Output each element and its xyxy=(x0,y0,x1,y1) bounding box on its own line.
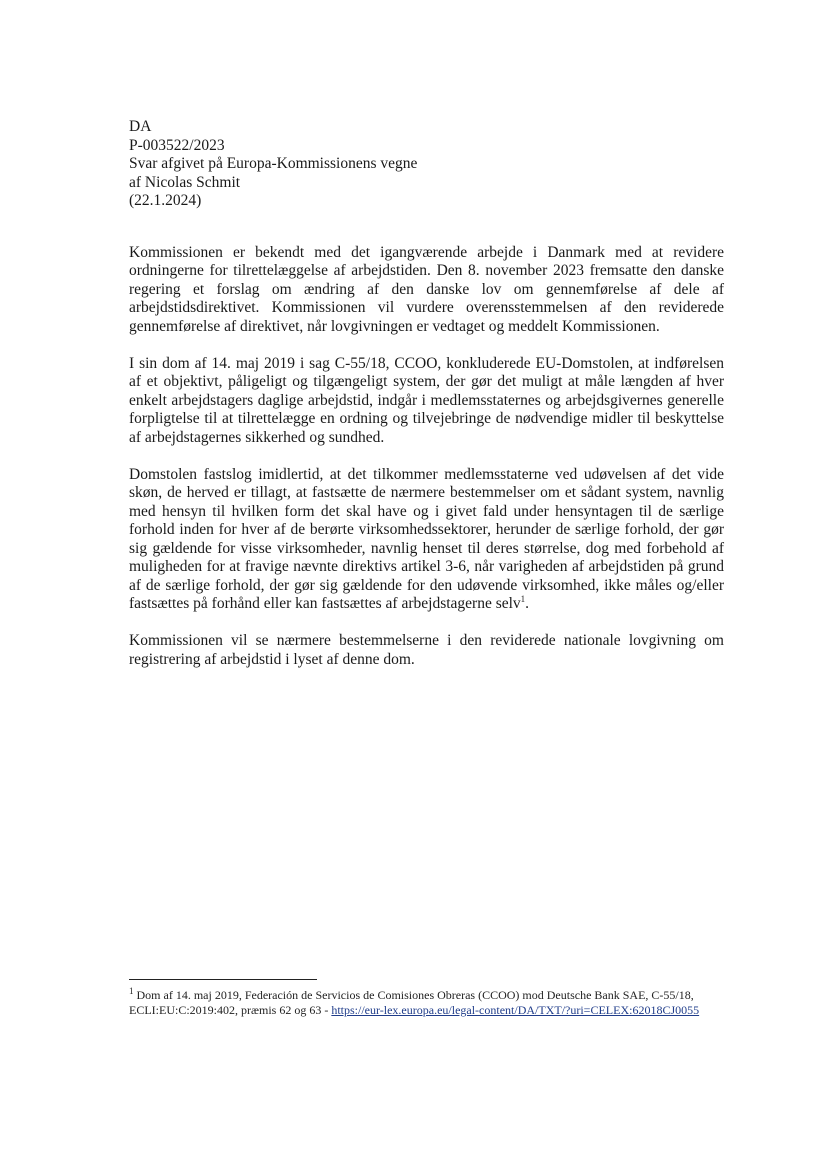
language-code: DA xyxy=(129,118,152,135)
question-reference: P-003522/2023 xyxy=(129,136,225,154)
footnote-text: Dom af 14. maj 2019, Federación de Servicios de Comisiones Obreras (CCOO) mod Deutsche Bank SAE, C-55/18, ECLI:EU:C:2019:402, præmis 62 og 63 - xyxy=(129,988,694,1017)
paragraph-3: Domstolen fastslog imidlertid, at det tilkommer medlemsstaterne ved udøvelsen af det vide skøn, de herved er tillagt, at fastsætte de nærmere bestemmelser om et sådant system, navnlig med hensyn til hvilken form det skal have og i givet fald under hensyntagen til de særlige forhold inden for hver af de berørte virksomhedssektorer, herunder de særlige forhold, der gør sig gældende for visse virksomheder, navnlig henset til deres størrelse, dog med forbehold af muligheden for at fravige nævnte direktivs artikel 3-6, når varigheden af arbejdstiden på grund af de særlige forhold, der gør sig gældende for den udøvende virksomhed, ikke måles og/eller fastsættes på forhånd eller kan fastsættes af arbejdstagerne selv$^1$. xyxy=(129,466,724,612)
paragraph-4: Kommissionen vil se nærmere bestemmelserne i den reviderede nationale lovgivning om registrering af arbejdstid i lyset af denne dom. xyxy=(129,632,724,668)
author-line: af Nicolas Schmit xyxy=(129,173,241,191)
paragraph-3-text: Domstolen fastslog imidlertid, at det tilkommer medlemsstaterne ved udøvelsen af det vide skøn, de herved er tillagt, at fastsætte de nærmere bestemmelser om et sådant system, navnlig med hensyn til hvilken form det skal have og i givet fald under hensyntagen til de særlige forhold inden for hver af de berørte virksomhedssektorer, herunder de særlige forhold, der gør sig gældende for visse virksomheder, navnlig henset til deres størrelse, dog med forbehold af muligheden for at fravige nævnte direktivs artikel 3-6, når varigheden af arbejdstiden på grund af de særlige forhold, der gør sig gældende for den udøvende virksomhed, ikke måles og/eller fastsættes på forhånd eller kan fastsættes af arbejdstagerne selv xyxy=(129,466,724,612)
footnote-marker: 1 xyxy=(129,986,134,996)
footnote xyxy=(129,988,724,1018)
answer-line: Svar afgivet på Europa-Kommissionens vegne xyxy=(129,155,418,172)
document-header xyxy=(129,118,417,211)
answer-date: (22.1.2024) xyxy=(129,192,202,209)
footnote-link[interactable]: https://eur-lex.europa.eu/legal-content/DA/TXT/?uri=CELEX:62018CJ0055 xyxy=(331,1003,700,1017)
paragraph-1: Kommissionen er bekendt med det igangværende arbejde i Danmark med at revidere ordningerne for tilrettelæggelse af arbejdstiden. Den 8. november 2023 fremsatte den danske regering et forslag om ændring af den danske lov om gennemførelse af dele af arbejdstidsdirektivet. Kommissionen vil vurdere overensstemmelsen af den reviderede gennemførelse af direktivet, når lovgivningen er vedtaget og meddelt Kommissionen. xyxy=(129,244,724,335)
footnote-divider xyxy=(129,979,317,980)
document-body xyxy=(129,244,724,688)
footnote-reference[interactable]: 1 xyxy=(520,593,526,604)
paragraph-2: I sin dom af 14. maj 2019 i sag C-55/18, CCOO, konkluderede EU-Domstolen, at indførelsen af et objektivt, påligeligt og tilgængeligt system, der gør det muligt at måle længden af hver enkelt arbejdstagers daglige arbejdstid, indgår i medlemsstaternes og arbejdsgivernes generelle forpligtelse til at tilrettelægge en ordning og tilvejebringe de nødvendige midler til beskyttelse af arbejdstagernes sikkerhed og sundhed. xyxy=(129,355,724,446)
